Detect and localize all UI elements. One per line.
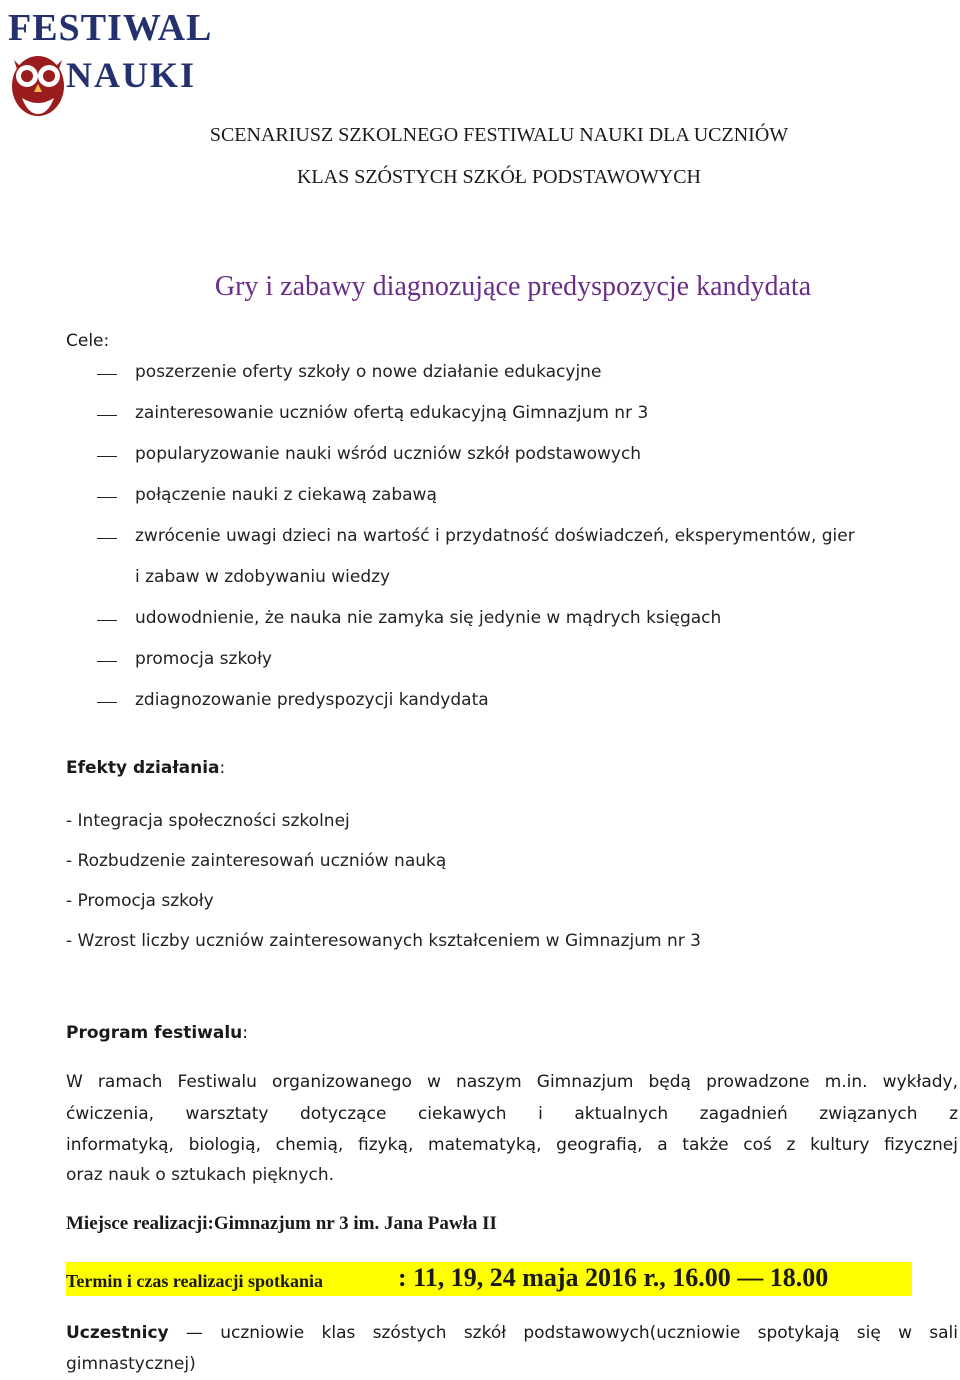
cele-item: zwrócenie uwagi dzieci na wartość i przydatność doświadczeń, eksperymentów, gier: [135, 526, 855, 546]
document-title-line1: SCENARIUSZ SZKOLNEGO FESTIWALU NAUKI DLA UCZNIÓW: [209, 124, 789, 146]
termin-label: Termin i czas realizacji spotkania: [66, 1271, 323, 1291]
document-title-line2: KLAS SZÓSTYCH SZKÓŁ PODSTAWOWYCH: [296, 166, 702, 188]
uczestnicy-line1: [66, 1323, 958, 1343]
uczestnicy-label: Uczestnicy: [66, 1323, 169, 1343]
logo-line2: NAUKI: [66, 55, 197, 95]
cele-item-continuation: i zabaw w zdobywaniu wiedzy: [135, 567, 391, 587]
dash-bullet: [97, 415, 117, 416]
program-paragraph-line: informatyką, biologią, chemią, fizyką, matematyką, geografią, a także coś z kultury fizycznej: [66, 1135, 958, 1155]
document-subtitle: Gry i zabawy diagnozujące predyspozycje kandydata: [214, 271, 812, 302]
program-colon: :: [242, 1023, 249, 1043]
dash-bullet: [97, 538, 117, 539]
program-paragraph-line: ćwiczenia, warsztaty dotyczące ciekawych i aktualnych zagadnień związanych z: [66, 1104, 958, 1124]
uczestnicy-line2: gimnastycznej): [66, 1354, 196, 1374]
dash-bullet: [97, 702, 117, 703]
efekty-heading: [66, 758, 225, 778]
program-heading: [66, 1023, 248, 1043]
efekty-label: Efekty działania: [66, 758, 220, 778]
festiwal-nauki-logo: [6, 6, 213, 116]
cele-item: zdiagnozowanie predyspozycji kandydata: [135, 690, 489, 710]
efekty-colon: :: [219, 758, 226, 778]
dash-bullet: [97, 620, 117, 621]
dash-bullet: [97, 374, 117, 375]
program-label: Program festiwalu: [66, 1023, 243, 1043]
dash-bullet: [97, 456, 117, 457]
cele-item: poszerzenie oferty szkoły o nowe działanie edukacyjne: [135, 362, 602, 382]
dash-bullet: [97, 497, 117, 498]
program-paragraph-line: W ramach Festiwalu organizowanego w naszym Gimnazjum będą prowadzone m.in. wykłady,: [66, 1072, 958, 1092]
program-paragraph-line: oraz nauk o sztukach pięknych.: [66, 1165, 335, 1185]
owl-icon: [8, 46, 68, 118]
uczestnicy-text: — uczniowie klas szóstych szkół podstawowych(uczniowie spotykają się w sali: [168, 1323, 958, 1343]
efekty-item: - Promocja szkoły: [66, 891, 214, 911]
efekty-item: - Wzrost liczby uczniów zainteresowanych kształceniem w Gimnazjum nr 3: [66, 931, 702, 951]
cele-item: popularyzowanie nauki wśród uczniów szkół podstawowych: [135, 444, 642, 464]
efekty-item: - Rozbudzenie zainteresowań uczniów nauką: [66, 851, 447, 871]
cele-item: udowodnienie, że nauka nie zamyka się jedynie w mądrych księgach: [135, 608, 722, 628]
efekty-item: - Integracja społeczności szkolnej: [66, 811, 350, 831]
cele-item: połączenie nauki z ciekawą zabawą: [135, 485, 437, 505]
cele-label: Cele:: [66, 331, 110, 351]
termin-value: : 11, 19, 24 maja 2016 r., 16.00 — 18.00: [398, 1263, 829, 1292]
cele-item: promocja szkoły: [135, 649, 272, 669]
cele-item: zainteresowanie uczniów ofertą edukacyjną Gimnazjum nr 3: [135, 403, 649, 423]
miejsce-realizacji: Miejsce realizacji:Gimnazjum nr 3 im. Jana Pawła II: [66, 1213, 497, 1234]
logo-line1: FESTIWAL: [8, 7, 213, 49]
dash-bullet: [97, 661, 117, 662]
